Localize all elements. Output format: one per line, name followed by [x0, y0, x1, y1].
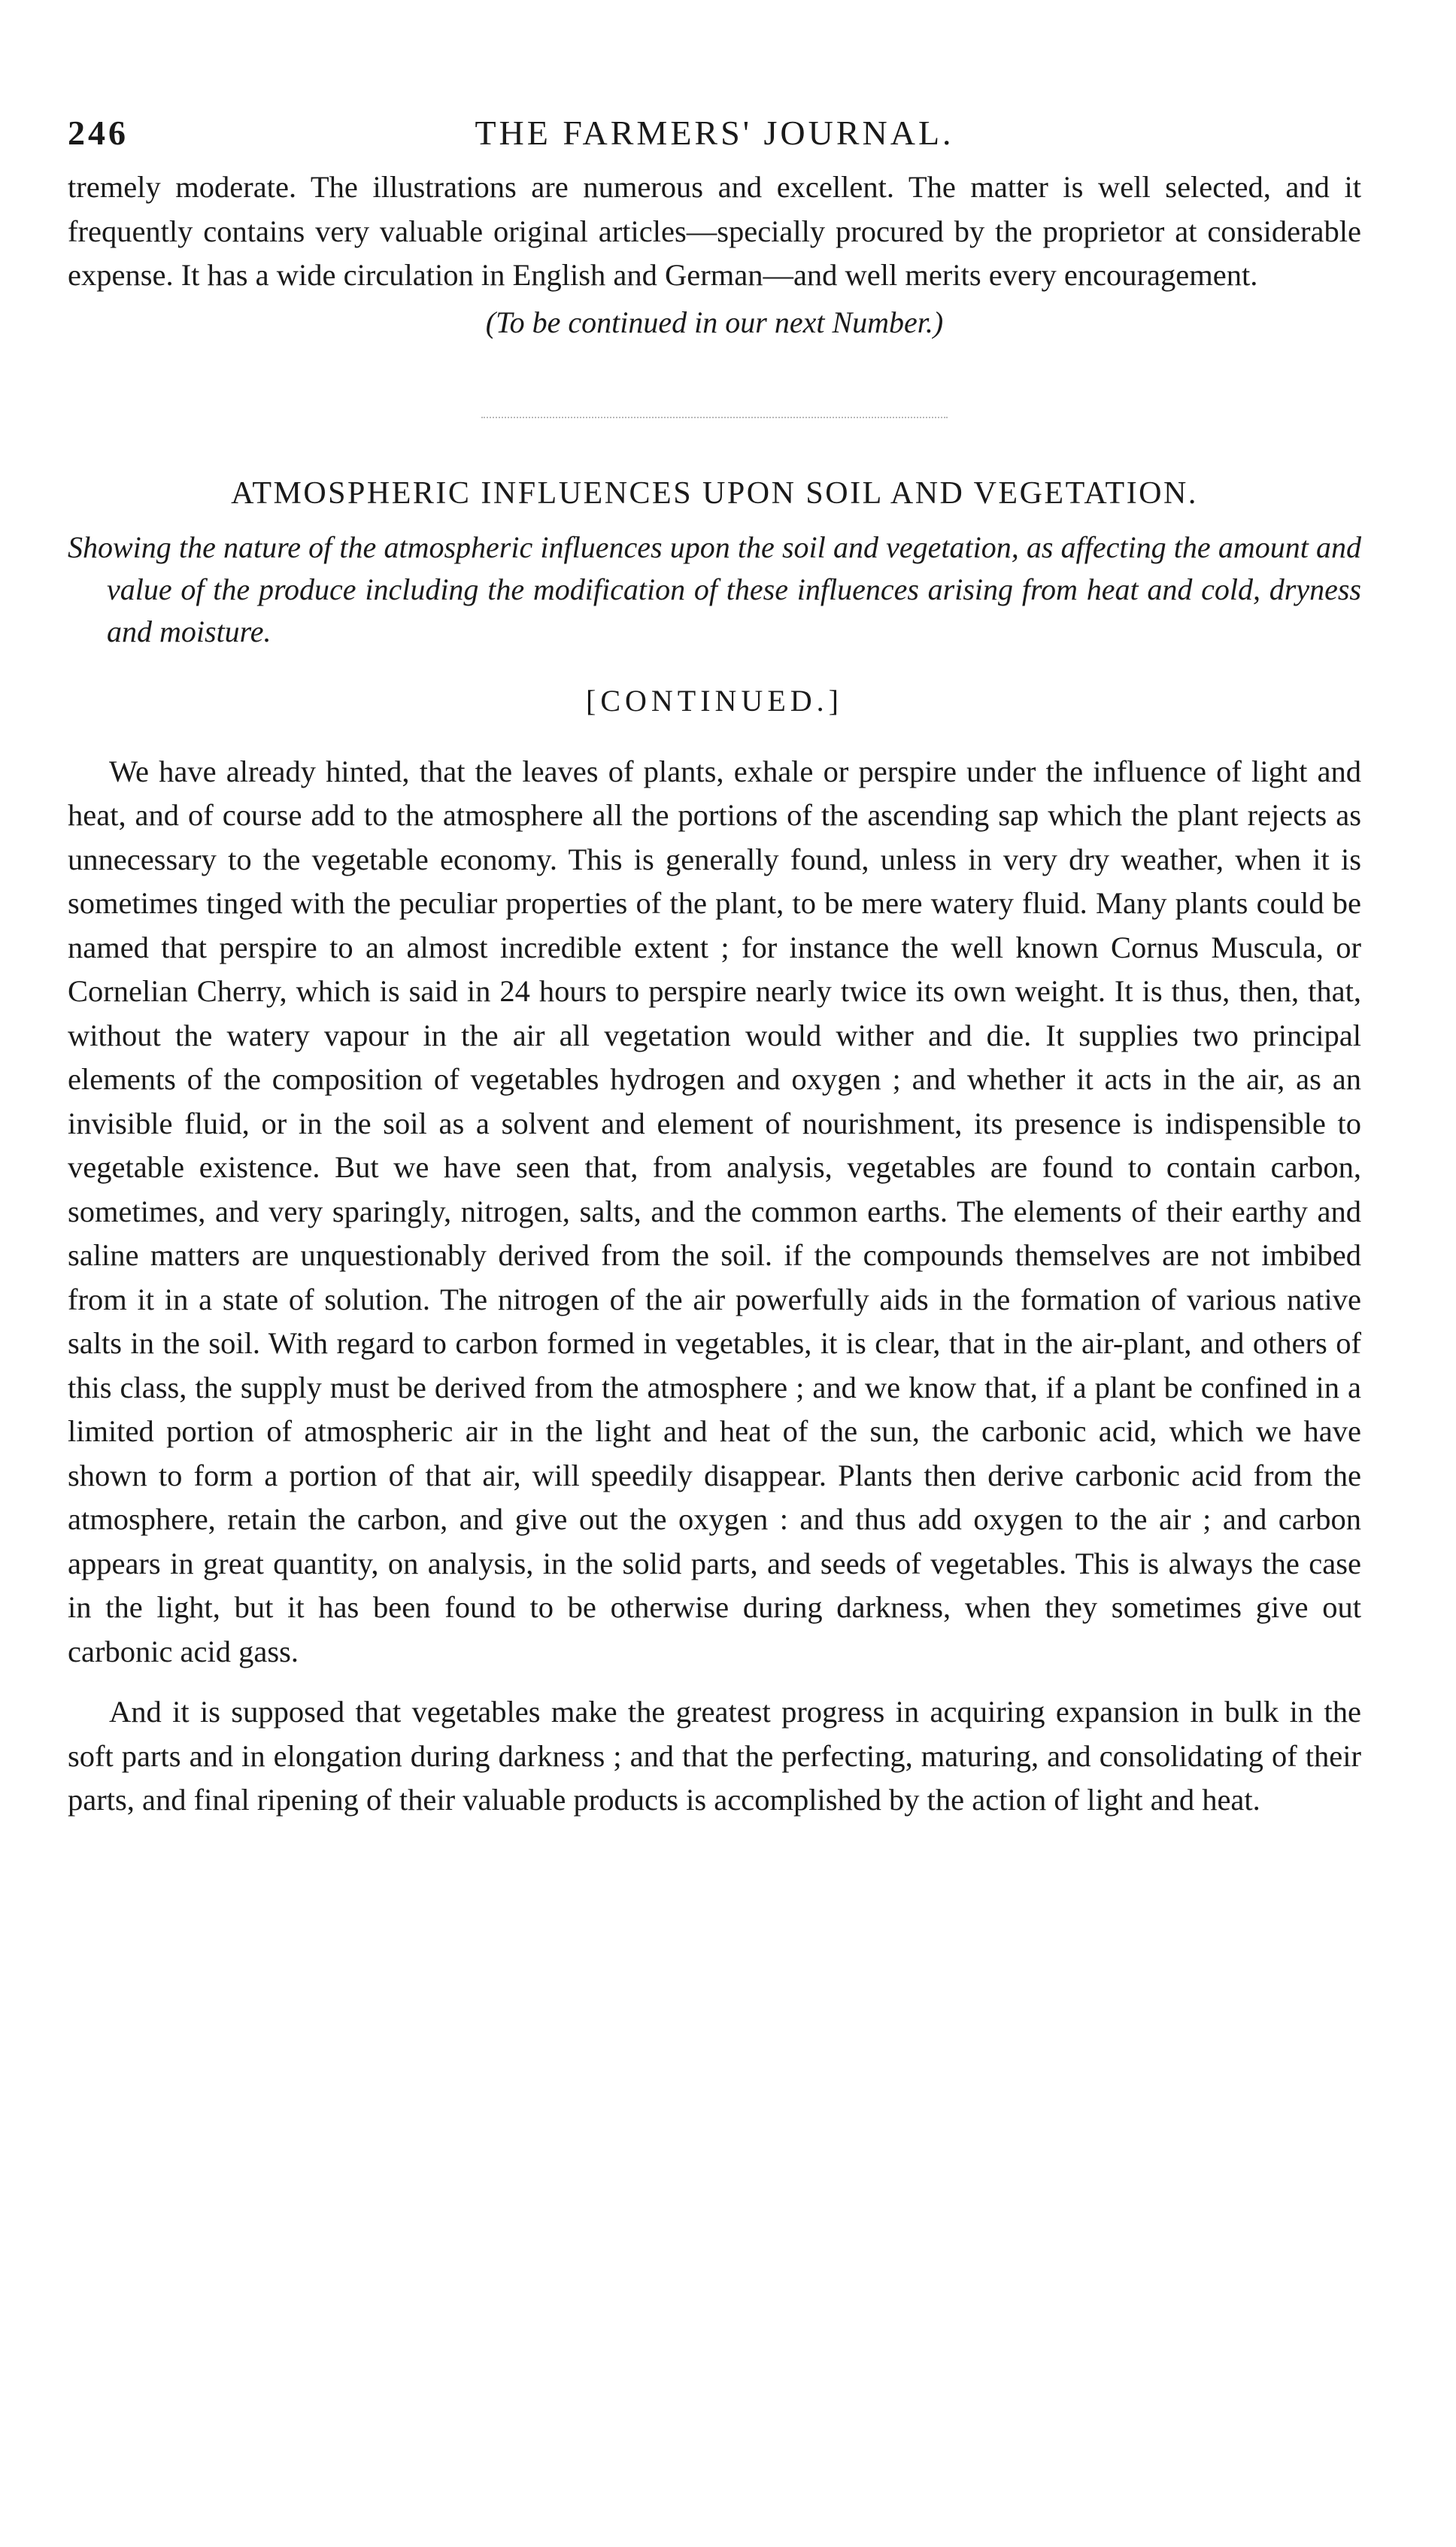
article-title: ATMOSPHERIC INFLUENCES UPON SOIL AND VEGETATION. [231, 475, 1198, 511]
continued-mark: [CONTINUED.] [586, 683, 843, 718]
article-subtitle: Showing the nature of the atmospheric influences upon the soil and vegetation, as affecting the amount and value of the produce including the modification of these influences arising from heat and cold, dryness and moisture. [68, 530, 1361, 648]
page-number: 246 [68, 114, 129, 152]
journal-title: THE FARMERS' JOURNAL. [475, 114, 954, 152]
to-be-continued-note: (To be continued in our next Number.) [485, 305, 944, 339]
running-head [68, 113, 1361, 165]
journal-page [68, 113, 1361, 1823]
body-paragraph: We have already hinted, that the leaves of plants, exhale or perspire under the influence of light and heat, and of course add to the atmosphere all the portions of the ascending sap which the plant rejects as unnecessary to the vegetable economy. This is generally found, unless in very dry weather, when it is sometimes tinged with the peculiar properties of the plant, to be mere watery fluid. Many plants could be named that perspire to an almost incredible extent ; for instance the well known Cornus Muscula, or Cornelian Cherry, which is said in 24 hours to perspire nearly twice its own weight. It is thus, then, that, without the watery vapour in the air all vegetation would wither and die. It supplies two principal elements of the composition of vegetables hydrogen and oxygen ; and whether it acts in the air, as an invisible fluid, or in the soil as a solvent and element of nourishment, its presence is indispensible to vegetable existence. But we have seen that, from analysis, vegetables are found to contain carbon, sometimes, and very sparingly, nitrogen, salts, and the common earths. The elements of their earthy and saline matters are unquestionably derived from the soil. if the compounds themselves are not imbibed from it in a state of solution. The nitrogen of the air powerfully aids in the formation of various native salts in the soil. With regard to carbon formed in vegetables, it is clear, that in the air-plant, and others of this class, the supply must be derived from the atmosphere ; and we know that, if a plant be confined in a limited portion of atmospheric air in the light and heat of the sun, the carbonic acid, which we have shown to form a portion of that air, will speedily disappear. Plants then derive carbonic acid from the atmosphere, retain the carbon, and give out the oxygen : and thus add oxygen to the air ; and carbon appears in great quantity, on analysis, in the solid parts, and seeds of vegetables. This is always the case in the light, but it has been found to be otherwise during darkness, when they sometimes give out carbonic acid gass. [68, 754, 1361, 1668]
article-body [68, 750, 1361, 1823]
body-paragraph: And it is supposed that vegetables make the greatest progress in acquiring expansion in bulk in the soft parts and in elongation during darkness ; and that the perfecting, maturing, and consolidating of their parts, and final ripening of their valuable products is accomplished by the action of light and heat. [68, 1695, 1361, 1817]
section-divider [481, 417, 948, 418]
previous-article-tail: tremely moderate. The illustrations are numerous and excellent. The matter is well selected, and it frequently contains very valuable original articles—specially procured by the proprietor at considerable expense. It has a wide circulation in English and German—and well merits every encouragement. [68, 170, 1361, 292]
